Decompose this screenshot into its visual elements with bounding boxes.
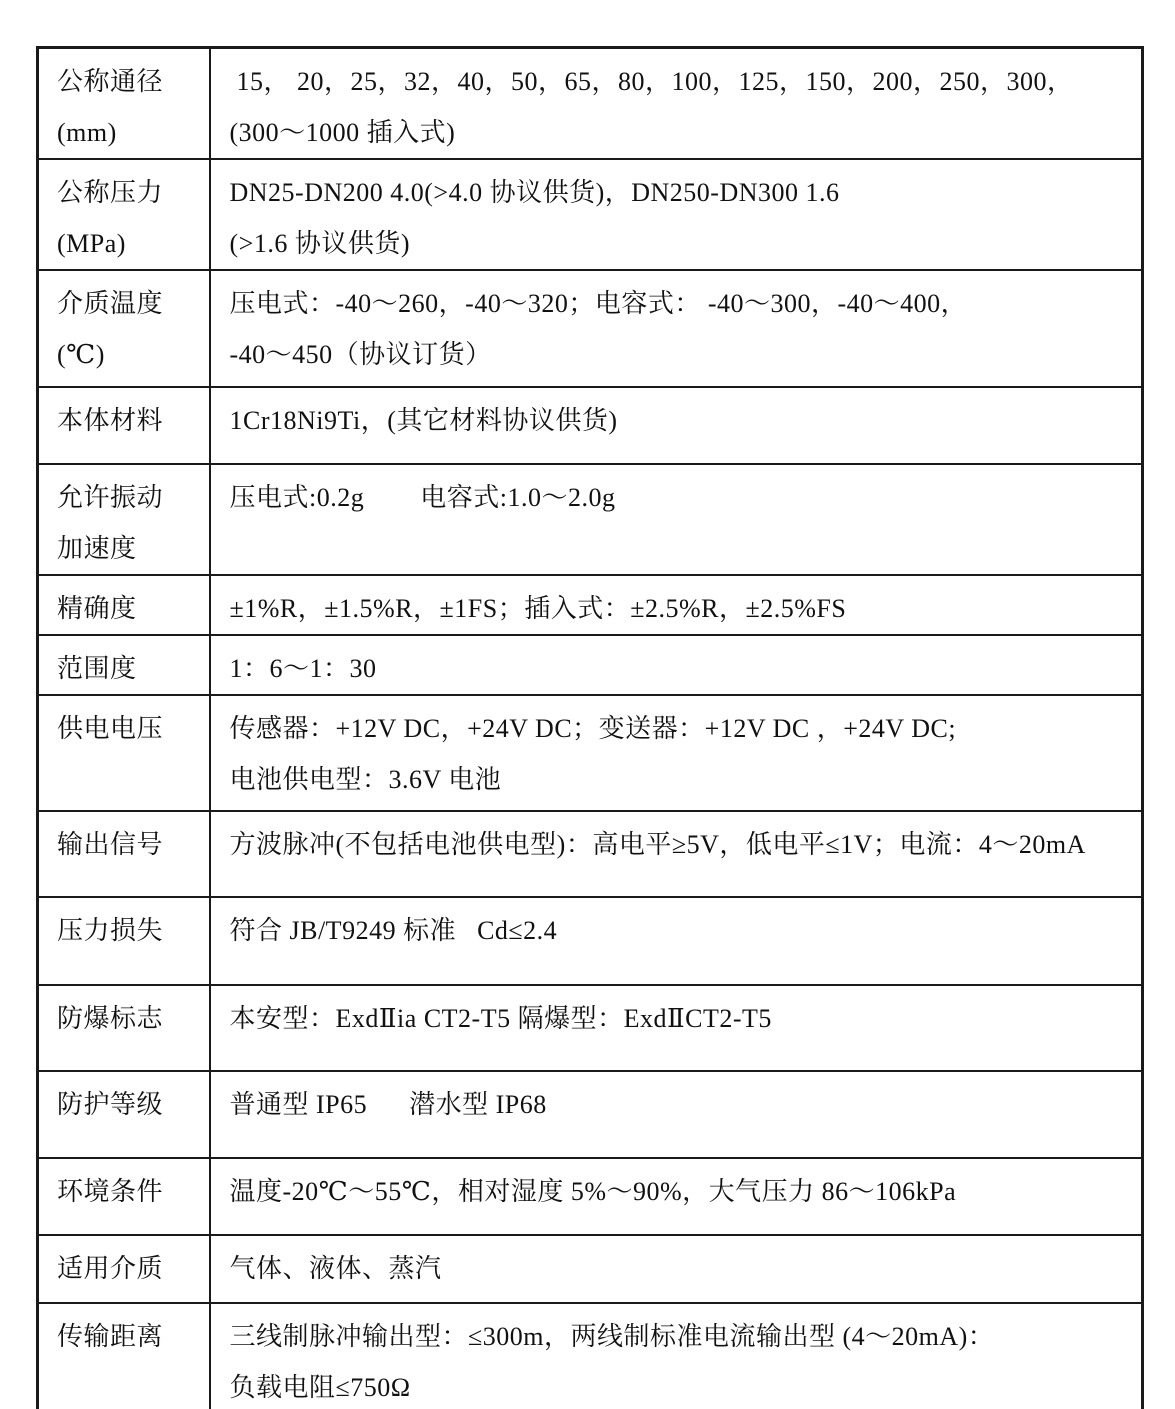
table-row	[38, 1235, 1143, 1303]
param-line: 环境条件	[57, 1177, 164, 1206]
param-cell	[38, 1235, 210, 1303]
param-cell	[38, 1071, 210, 1158]
value-line: (300～1000 插入式)	[229, 118, 456, 147]
value-line: 负载电阻≤750Ω	[229, 1373, 411, 1402]
table-row	[38, 985, 1143, 1071]
value-line: 电池供电型：3.6V 电池	[229, 765, 502, 794]
value-line: 压电式：-40～260，-40～320；电容式： -40～300，-40～400，	[229, 289, 968, 318]
param-line: 允许振动	[57, 483, 164, 512]
value-cell	[210, 985, 1143, 1071]
param-cell	[38, 1158, 210, 1235]
table-row	[38, 811, 1143, 897]
param-line: 压力损失	[57, 916, 164, 945]
value-cell	[210, 811, 1143, 897]
value-cell	[210, 270, 1143, 387]
table-row	[38, 575, 1143, 635]
param-cell	[38, 270, 210, 387]
table-row	[38, 270, 1143, 387]
param-line: 公称通径	[57, 67, 164, 96]
table-row	[38, 1071, 1143, 1158]
table-row	[38, 1158, 1143, 1235]
value-line: 方波脉冲(不包括电池供电型)：高电平≥5V，低电平≤1V；电流：4～20mA	[229, 830, 1086, 859]
value-line: (>1.6 协议供货)	[229, 229, 410, 258]
table-row	[38, 387, 1143, 464]
table-row	[38, 1303, 1143, 1409]
param-line: 适用介质	[57, 1254, 164, 1283]
value-cell	[210, 695, 1143, 811]
spec-table	[36, 46, 1144, 1409]
table-row	[38, 635, 1143, 695]
param-line: 精确度	[57, 594, 137, 623]
param-line: 供电电压	[57, 714, 164, 743]
value-cell	[210, 575, 1143, 635]
table-row	[38, 159, 1143, 270]
value-cell	[210, 387, 1143, 464]
value-line: 符合 JB/T9249 标准 Cd≤2.4	[229, 916, 558, 945]
value-cell	[210, 159, 1143, 270]
value-line: 15， 20，25，32，40，50，65，80，100，125，150，200，250，300，	[229, 67, 1074, 96]
param-cell	[38, 897, 210, 985]
param-line: 防护等级	[57, 1090, 164, 1119]
param-cell	[38, 464, 210, 575]
param-line: 公称压力	[57, 178, 164, 207]
value-line: 三线制脉冲输出型：≤300m，两线制标准电流输出型 (4～20mA)：	[229, 1322, 995, 1351]
table-row	[38, 695, 1143, 811]
param-cell	[38, 635, 210, 695]
value-cell	[210, 48, 1143, 160]
value-line: 压电式:0.2g 电容式:1.0～2.0g	[229, 483, 616, 512]
param-line: 输出信号	[57, 830, 164, 859]
table-row	[38, 464, 1143, 575]
table-row	[38, 897, 1143, 985]
param-cell	[38, 811, 210, 897]
value-cell	[210, 1303, 1143, 1409]
value-line: 普通型 IP65 潜水型 IP68	[229, 1090, 547, 1119]
value-line: 1Cr18Ni9Ti，(其它材料协议供货)	[229, 406, 618, 435]
param-cell	[38, 1303, 210, 1409]
param-line: 介质温度	[57, 289, 164, 318]
value-line: 传感器：+12V DC，+24V DC；变送器：+12V DC ，+24V DC;	[229, 714, 957, 743]
value-cell	[210, 897, 1143, 985]
spec-table-body	[38, 48, 1143, 1409]
param-cell	[38, 48, 210, 160]
param-cell	[38, 387, 210, 464]
value-line: 本安型：ExdⅡia CT2-T5 隔爆型：ExdⅡCT2-T5	[229, 1004, 772, 1033]
value-cell	[210, 1071, 1143, 1158]
value-line: ±1%R，±1.5%R，±1FS；插入式：±2.5%R，±2.5%FS	[229, 594, 847, 623]
param-line: 传输距离	[57, 1322, 164, 1351]
value-line: 气体、液体、蒸汽	[229, 1254, 442, 1283]
param-cell	[38, 695, 210, 811]
value-line: DN25-DN200 4.0(>4.0 协议供货)，DN250-DN300 1.6	[229, 178, 840, 207]
value-cell	[210, 1158, 1143, 1235]
param-line: (MPa)	[57, 229, 126, 258]
value-line: -40～450（协议订货）	[229, 340, 492, 369]
param-line: 本体材料	[57, 406, 164, 435]
value-cell	[210, 464, 1143, 575]
param-line: 加速度	[57, 534, 137, 563]
value-cell	[210, 1235, 1143, 1303]
param-line: 范围度	[57, 654, 137, 683]
param-cell	[38, 985, 210, 1071]
param-cell	[38, 159, 210, 270]
value-line: 1：6～1：30	[229, 654, 377, 683]
value-line: 温度-20℃～55℃，相对湿度 5%～90%，大气压力 86～106kPa	[229, 1177, 957, 1206]
param-cell	[38, 575, 210, 635]
param-line: (℃)	[57, 340, 105, 369]
table-row	[38, 48, 1143, 160]
param-line: (mm)	[57, 118, 117, 147]
param-line: 防爆标志	[57, 1004, 164, 1033]
value-cell	[210, 635, 1143, 695]
